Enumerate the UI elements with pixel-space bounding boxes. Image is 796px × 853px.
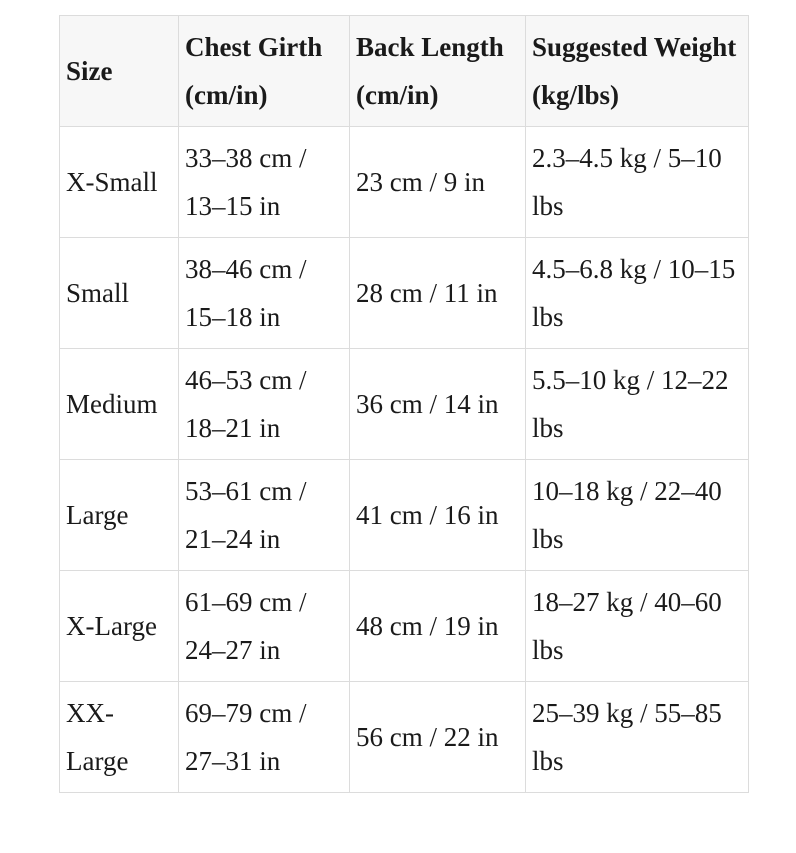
cell-suggested-weight: 25–39 kg / 55–85 lbs xyxy=(526,682,749,793)
cell-chest-girth: 46–53 cm / 18–21 in xyxy=(179,349,350,460)
header-suggested-weight: Suggested Weight (kg/lbs) xyxy=(526,16,749,127)
size-chart-table xyxy=(59,15,749,793)
table-row xyxy=(60,682,749,793)
cell-back-length: 36 cm / 14 in xyxy=(350,349,526,460)
cell-back-length: 41 cm / 16 in xyxy=(350,460,526,571)
cell-size: Medium xyxy=(60,349,179,460)
cell-back-length: 23 cm / 9 in xyxy=(350,127,526,238)
cell-chest-girth: 53–61 cm / 21–24 in xyxy=(179,460,350,571)
table-row xyxy=(60,460,749,571)
header-back-length: Back Length (cm/in) xyxy=(350,16,526,127)
table-row xyxy=(60,127,749,238)
cell-back-length: 28 cm / 11 in xyxy=(350,238,526,349)
header-size: Size xyxy=(60,16,179,127)
cell-size: X-Large xyxy=(60,571,179,682)
table-row xyxy=(60,349,749,460)
cell-size: Large xyxy=(60,460,179,571)
cell-suggested-weight: 18–27 kg / 40–60 lbs xyxy=(526,571,749,682)
header-chest-girth: Chest Girth (cm/in) xyxy=(179,16,350,127)
cell-suggested-weight: 10–18 kg / 22–40 lbs xyxy=(526,460,749,571)
cell-chest-girth: 61–69 cm / 24–27 in xyxy=(179,571,350,682)
cell-size: XX-Large xyxy=(60,682,179,793)
cell-size: Small xyxy=(60,238,179,349)
table-row xyxy=(60,238,749,349)
table-header xyxy=(60,16,749,127)
cell-suggested-weight: 4.5–6.8 kg / 10–15 lbs xyxy=(526,238,749,349)
header-row xyxy=(60,16,749,127)
cell-chest-girth: 33–38 cm / 13–15 in xyxy=(179,127,350,238)
cell-size: X-Small xyxy=(60,127,179,238)
table-body xyxy=(60,127,749,793)
cell-back-length: 56 cm / 22 in xyxy=(350,682,526,793)
table-row xyxy=(60,571,749,682)
cell-chest-girth: 38–46 cm / 15–18 in xyxy=(179,238,350,349)
cell-suggested-weight: 5.5–10 kg / 12–22 lbs xyxy=(526,349,749,460)
cell-chest-girth: 69–79 cm / 27–31 in xyxy=(179,682,350,793)
cell-back-length: 48 cm / 19 in xyxy=(350,571,526,682)
cell-suggested-weight: 2.3–4.5 kg / 5–10 lbs xyxy=(526,127,749,238)
